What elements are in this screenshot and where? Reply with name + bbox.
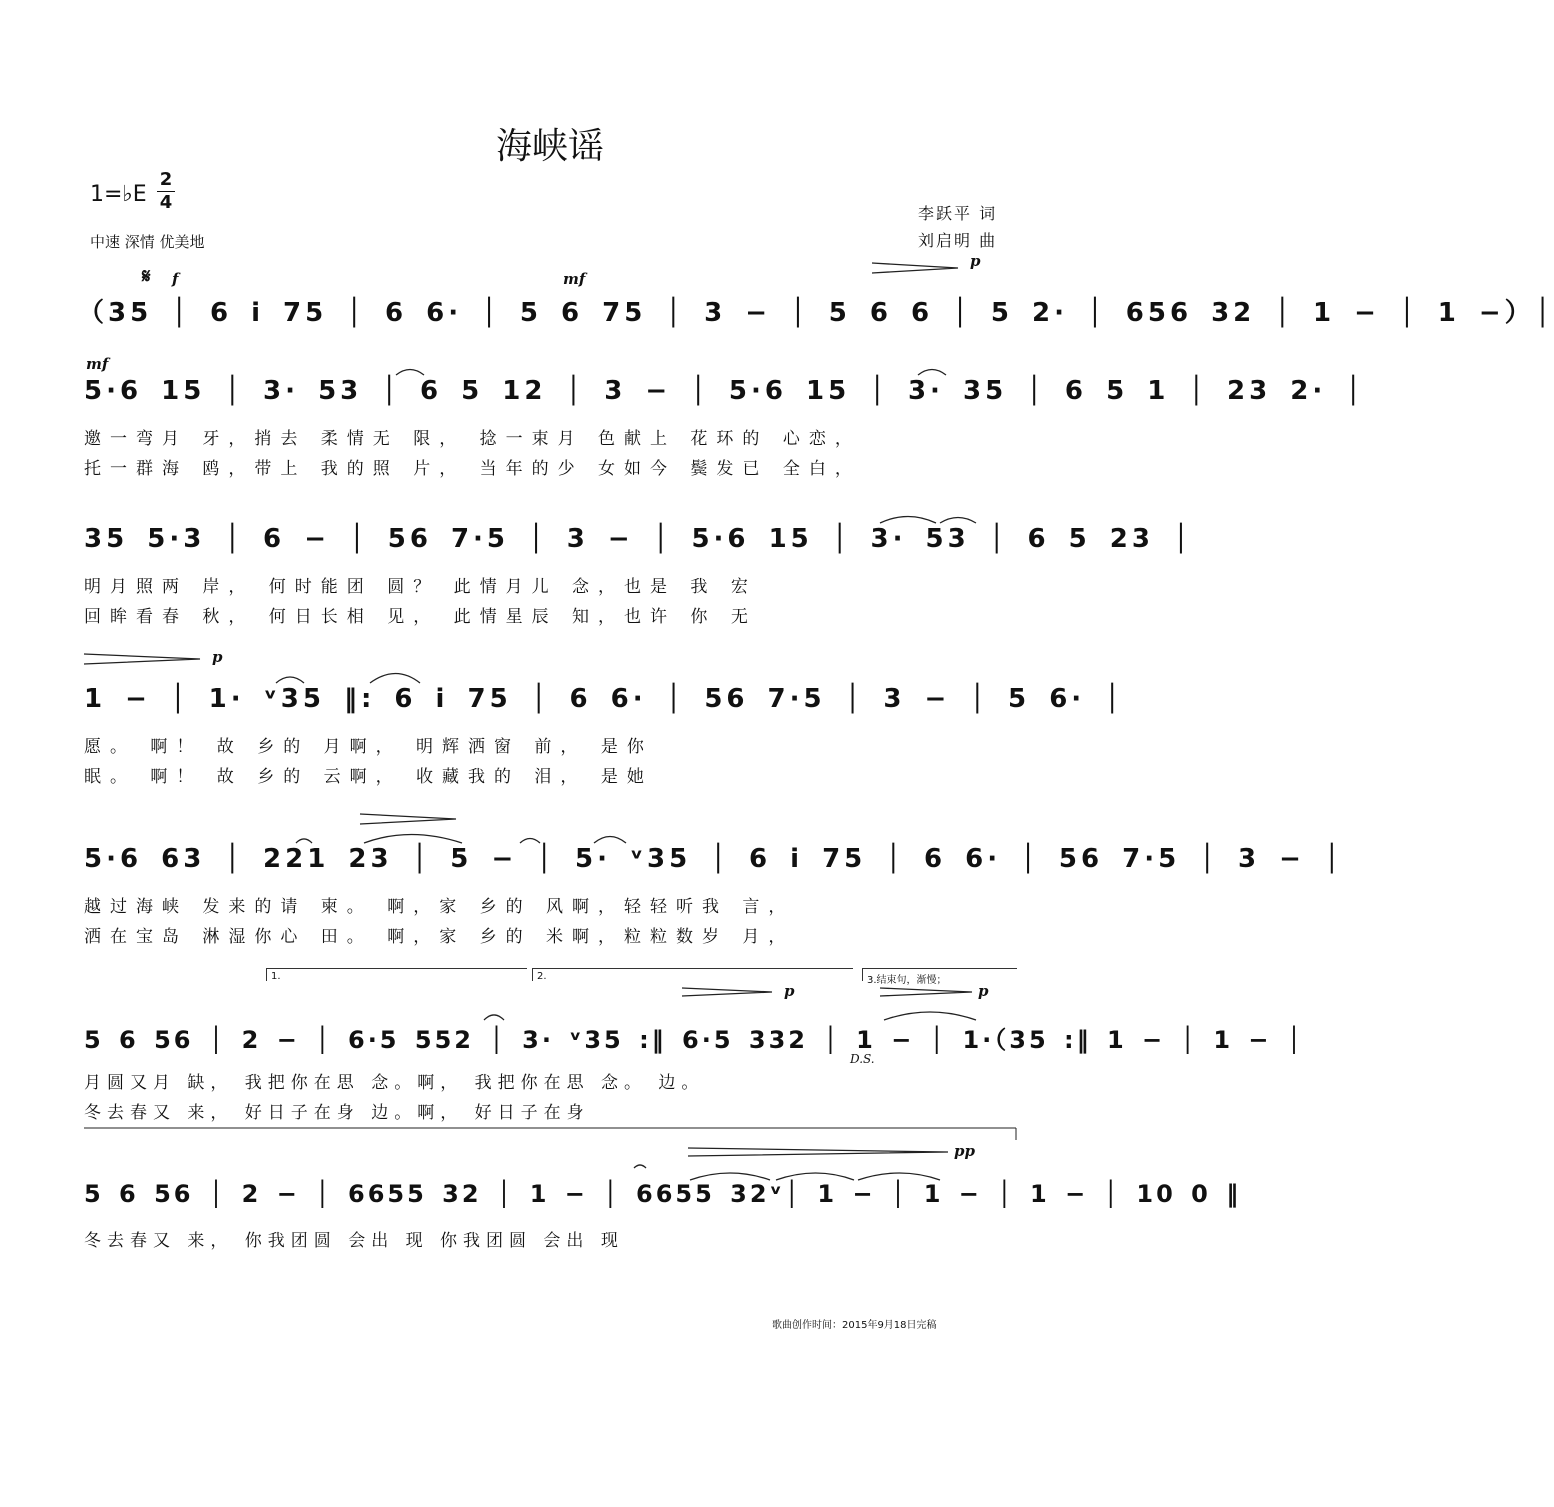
segno-sign: 𝄋 <box>142 264 151 288</box>
notation-line-7: 5 6 56 │ 2 − │ 6655 32 │ 1 − │ 6655 32ᵛ│ 1 − │ 1 − │ 1 − │ 10 0 ‖ <box>84 1180 1242 1208</box>
notation-line-3: 35 5·3 │ 6 − │ 56 7·5 │ 3 − │ 5·6 15 │ 3· 53 │ 6 5 23 │ <box>84 524 1193 554</box>
dynamic-p: p <box>970 252 981 270</box>
composition-date: 歌曲创作时间：2015年9月18日完稿 <box>772 1320 937 1331</box>
dynamic-f: f <box>172 270 179 288</box>
notation-line-4: 1 − │ 1· ᵛ35 ‖: 6 i 75 │ 6 6· │ 56 7·5 │ 3 − │ 5 6· │ <box>84 684 1124 714</box>
lyricist-credit: 李跃平 词 <box>918 204 998 223</box>
dynamic-p: p <box>978 982 989 1000</box>
lyric-line-3-verse-1: 明月照两 岸， 何时能团 圆？ 此情月儿 念，也是 我 宏 <box>84 577 757 597</box>
notation-line-6: 5 6 56 │ 2 − │ 6·5 552 │ 3· ᵛ35 :‖ 6·5 332 │ 1 − │ 1·（35 :‖ 1 − │ 1 − │ <box>84 1026 1305 1054</box>
lyric-line-4-verse-1: 愿。 啊！ 故 乡的 月啊， 明辉洒窗 前， 是你 <box>84 737 653 757</box>
volta-first: 1. <box>266 968 527 981</box>
song-title: 海峡谣 <box>495 126 604 167</box>
lyric-line-2-verse-2: 托一群海 鸥，带上 我的照 片， 当年的少 女如今 鬓发已 全白， <box>84 459 861 479</box>
lyric-line-4-verse-2: 眠。 啊！ 故 乡的 云啊， 收藏我的 泪， 是她 <box>84 767 653 787</box>
key-signature: 1=♭E <box>90 182 147 207</box>
dal-segno: D.S. <box>850 1052 875 1066</box>
lyric-line-6-verse-2: 冬去春又 来， 好日子在身 边。啊， 好日子在身 <box>84 1103 590 1123</box>
lyric-line-5-verse-2: 洒在宝岛 淋湿你心 田。 啊，家 乡的 米啊，粒粒数岁 月， <box>84 927 795 947</box>
lyric-line-7: 冬去春又 来， 你我团圆 会出 现 你我团圆 会出 现 <box>84 1231 624 1251</box>
lyric-line-3-verse-2: 回眸看春 秋， 何日长相 见， 此情星辰 知，也许 你 无 <box>84 607 757 627</box>
tempo-marking: 中速 深情 优美地 <box>90 233 205 251</box>
time-signature-bottom: 4 <box>159 192 173 213</box>
dynamic-mf: mf <box>86 355 109 373</box>
dynamic-pp: pp <box>954 1142 975 1160</box>
dynamic-p: p <box>784 982 795 1000</box>
notation-line-2: 5·6 15 │ 3· 53 │ 6 5 12 │ 3 − │ 5·6 15 │ 3· 35 │ 6 5 1 │ 23 2· │ <box>84 376 1365 406</box>
volta-third: 3.结束句，渐慢； <box>862 968 1017 981</box>
dynamic-p: p <box>212 648 223 666</box>
volta-second: 2. <box>532 968 853 981</box>
composer-credit: 刘启明 曲 <box>918 231 998 250</box>
lyric-line-5-verse-1: 越过海峡 发来的请 柬。 啊，家 乡的 风啊，轻轻听我 言， <box>84 897 795 917</box>
lyric-line-2-verse-1: 邀一弯月 牙，捎去 柔情无 限， 捻一束月 色献上 花环的 心恋， <box>84 429 861 449</box>
lyric-line-6-verse-1: 月圆又月 缺， 我把你在思 念。啊， 我把你在思 念。 边。 <box>84 1073 705 1093</box>
time-signature-top: 2 <box>159 169 173 190</box>
notation-line-5: 5·6 63 │ 221 23 │ 5 − │ 5· ᵛ35 │ 6 i 75 │ 6 6· │ 56 7·5 │ 3 − │ <box>84 844 1344 874</box>
dynamic-mf: mf <box>563 270 586 288</box>
notation-line-1: （35 │ 6 i 75 │ 6 6· │ 5 6 75 │ 3 − │ 5 6 6 │ 5 2· │ 656 32 │ 1 − │ 1 −）│ <box>78 298 1554 328</box>
